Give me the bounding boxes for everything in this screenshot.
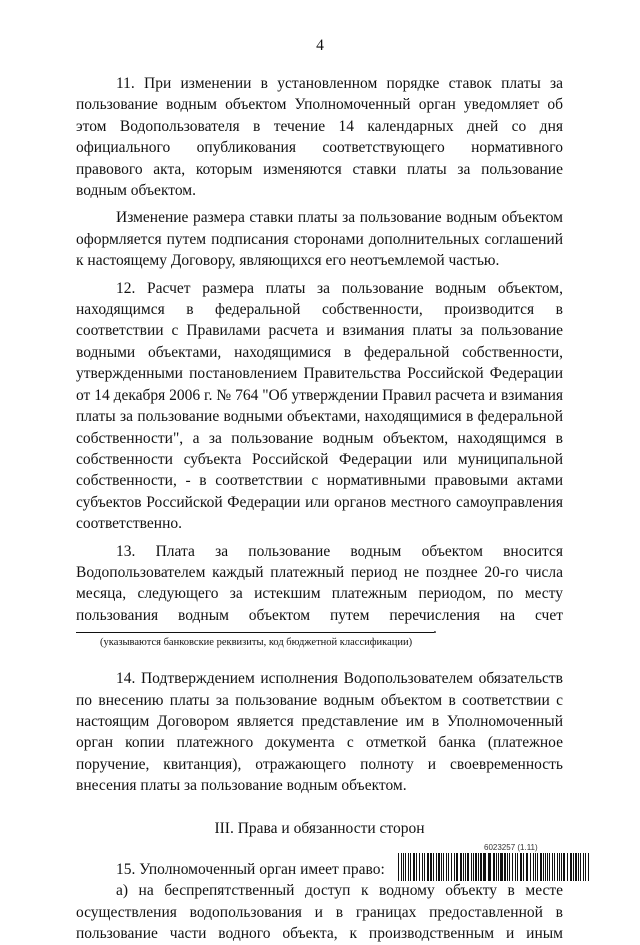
blank-terminator: . — [433, 620, 437, 638]
paragraph-11-addendum: Изменение размера ставки платы за пользование водным объектом оформляется путем подписания сторонами дополнительных соглашений к настоящему Договору, являющихся его неотъемлемой частью. — [76, 209, 563, 270]
blank-underline — [76, 632, 434, 633]
bank-details-blank — [76, 620, 563, 662]
section-heading: III. Права и обязанности сторон — [214, 819, 425, 837]
document-code: 6023257 (1.11) — [484, 843, 538, 852]
barcode-icon — [398, 853, 590, 881]
paragraph-14: 14. Подтверждением исполнения Водопользователем обязательств по внесению платы за пользование водным объектом в соответствии с настоящим Договором является представление им в Уполномоченный орган копии платежного документа с отметкой банка (платежное поручение, квитанция), отражающего полноту и своевременность внесения платы за пользование водным объектом. — [76, 670, 563, 795]
blank-caption: (указываются банковские реквизиты, код бюджетной классификации) — [100, 637, 413, 649]
paragraph-13: 13. Плата за пользование водным объектом вносится Водопользователем каждый платежный период не позднее 20-го числа месяца, следующего за истекшим платежным периодом, по месту пользования водным объектом путем перечисления на счет — [76, 542, 563, 624]
paragraph-11: 11. При изменении в установленном порядке ставок платы за пользование водным объектом Уполномоченный орган уведомляет об этом Водопользователя в течение 14 календарных дней со дня официального опубликования соответствующего нормативного правового акта, которым изменяются ставки платы за пользование водным объектом. — [76, 75, 563, 200]
page-number: 4 — [316, 37, 324, 54]
paragraph-12: 12. Расчет размера платы за пользование водным объектом, находящимся в федеральной собственности, производится в соответствии с Правилами расчета и взимания платы за пользование водными объектами, находящимися в федеральной собственности, утвержденными постановлением Правительства Российской Федерации от 14 декабря 2006 г. № 764 "Об утверждении Правил расчета и взимания платы за пользование водными объектами, находящимися в федеральной собственности", а за пользование водным объектом, находящимся в собственности субъекта Российской Федерации или муниципальной собственности, - в соответствии с нормативными правовыми актами субъектов Российской Федерации или органов местного самоуправления соответственно. — [76, 279, 563, 533]
paragraph-15a: а) на беспрепятственный доступ к водному объекту в месте осуществления водопользования и в границах предоставленной в пользование части водного объекта, к производственным и иным — [76, 882, 563, 943]
paragraph-15: 15. Уполномоченный орган имеет право: — [116, 861, 385, 878]
document-body — [76, 73, 563, 945]
